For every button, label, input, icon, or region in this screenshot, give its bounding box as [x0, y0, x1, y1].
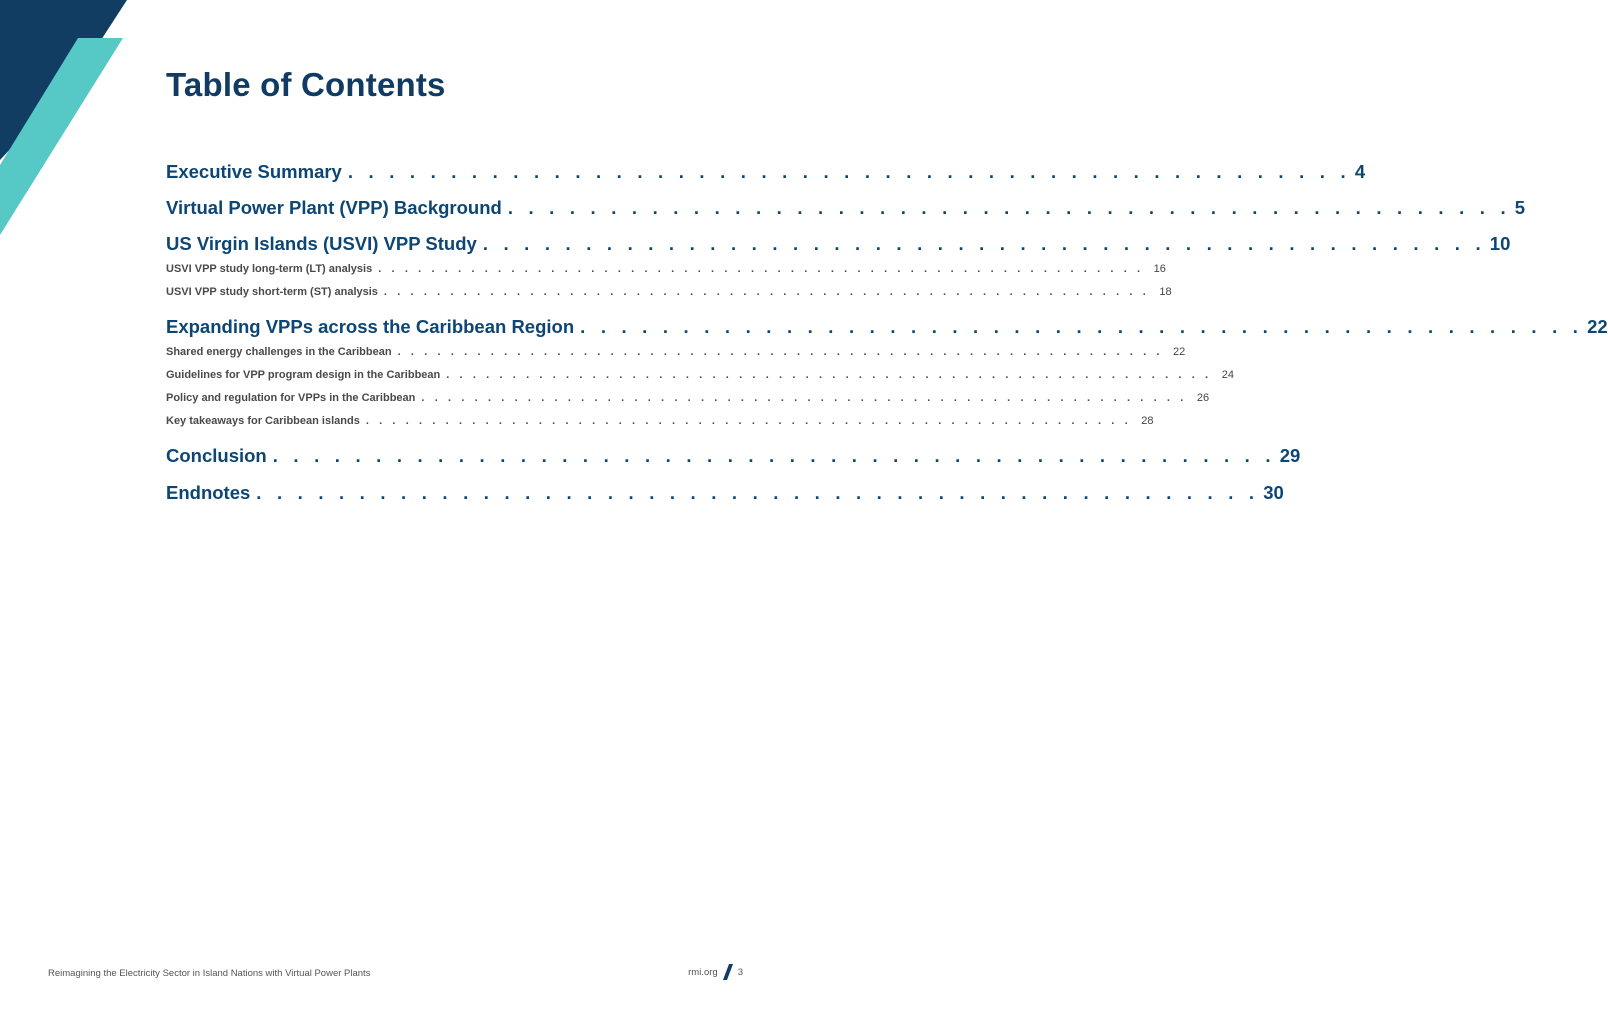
footer-page-number: 3 — [737, 966, 743, 978]
footer-page-info — [688, 964, 743, 980]
page-title: Table of Contents — [166, 66, 446, 103]
toc-subentry-lt-analysis[interactable] — [166, 263, 1166, 275]
dot-leader: . . . . . . . . . . . . . . . . . . . . . . . . . . . . . . . . . . . . . . . . . . . . . . . . . . . . . . . . . . — [421, 392, 1187, 404]
toc-subentry-policy-regulation[interactable] — [166, 392, 1210, 404]
toc-subentry-label: Key takeaways for Caribbean islands — [166, 415, 360, 427]
toc-entry-conclusion[interactable] — [166, 445, 1301, 467]
toc-entry-label: Executive Summary — [166, 161, 342, 182]
toc-entry-page: 4 — [1354, 161, 1366, 182]
toc-subentry-page: 26 — [1196, 392, 1210, 404]
toc-entry-page: 29 — [1279, 445, 1301, 466]
toc-entry-label: Virtual Power Plant (VPP) Background — [166, 197, 502, 218]
toc-subentry-label: Policy and regulation for VPPs in the Caribbean — [166, 392, 416, 404]
dot-leader: . . . . . . . . . . . . . . . . . . . . . . . . . . . . . . . . . . . . . . . . . . . . . . . . . — [272, 445, 1276, 466]
dot-leader: . . . . . . . . . . . . . . . . . . . . . . . . . . . . . . . . . . . . . . . . . . . . . . . . . . . . . . . . . . — [446, 369, 1212, 381]
toc-entry-label: Endnotes — [166, 482, 251, 503]
toc-subentry-label: Guidelines for VPP program design in the Caribbean — [166, 369, 441, 381]
toc-entry-vpp-background[interactable] — [166, 197, 1526, 219]
dot-leader: . . . . . . . . . . . . . . . . . . . . . . . . . . . . . . . . . . . . . . . . . . . . . . . . . . . . . . . . . . — [378, 263, 1144, 275]
dot-leader: . . . . . . . . . . . . . . . . . . . . . . . . . . . . . . . . . . . . . . . . . . . . . . . . . — [482, 233, 1486, 254]
dot-leader: . . . . . . . . . . . . . . . . . . . . . . . . . . . . . . . . . . . . . . . . . . . . . . . . . . . . . . . . . . — [383, 286, 1150, 298]
toc-entry-page: 22 — [1587, 316, 1608, 337]
toc-entry-expanding-vpps[interactable] — [166, 316, 1608, 338]
toc-entry-page: 5 — [1514, 197, 1526, 218]
toc-subentry-label: USVI VPP study long-term (LT) analysis — [166, 263, 373, 275]
slash-icon — [722, 964, 734, 980]
toc-entry-page: 30 — [1263, 482, 1284, 503]
toc-entry-usvi-vpp-study[interactable] — [166, 233, 1511, 255]
toc-subentry-label: Shared energy challenges in the Caribbean — [166, 346, 392, 358]
dot-leader: . . . . . . . . . . . . . . . . . . . . . . . . . . . . . . . . . . . . . . . . . . . . . . . . . — [580, 316, 1584, 337]
corner-decoration — [0, 0, 140, 240]
toc-subentry-label: USVI VPP study short-term (ST) analysis — [166, 286, 378, 298]
footer-site[interactable]: rmi.org — [688, 966, 718, 978]
toc-subentry-page: 24 — [1221, 369, 1234, 381]
footer-document-title: Reimagining the Electricity Sector in Island Nations with Virtual Power Plants — [48, 968, 371, 979]
dot-leader: . . . . . . . . . . . . . . . . . . . . . . . . . . . . . . . . . . . . . . . . . . . . . . . . . — [347, 161, 1351, 182]
toc-entry-label: US Virgin Islands (USVI) VPP Study — [166, 233, 477, 254]
toc-entry-page: 10 — [1489, 233, 1511, 254]
toc-subentry-page: 16 — [1153, 263, 1166, 275]
toc-entry-executive-summary[interactable] — [166, 161, 1366, 183]
dot-leader: . . . . . . . . . . . . . . . . . . . . . . . . . . . . . . . . . . . . . . . . . . . . . . . . . — [507, 197, 1511, 218]
dot-leader: . . . . . . . . . . . . . . . . . . . . . . . . . . . . . . . . . . . . . . . . . . . . . . . . . . . . . . . . . . — [397, 346, 1164, 358]
toc-subentry-page: 22 — [1173, 346, 1186, 358]
toc-entry-label: Expanding VPPs across the Caribbean Region — [166, 316, 575, 337]
dot-leader: . . . . . . . . . . . . . . . . . . . . . . . . . . . . . . . . . . . . . . . . . . . . . . . . . . . . . . . . . . — [365, 415, 1132, 427]
toc-subentry-key-takeaways[interactable] — [166, 415, 1154, 427]
toc-entry-endnotes[interactable] — [166, 482, 1284, 504]
toc-subentry-page: 28 — [1141, 415, 1154, 427]
dot-leader: . . . . . . . . . . . . . . . . . . . . . . . . . . . . . . . . . . . . . . . . . . . . . . . . . — [256, 482, 1260, 503]
toc-subentry-page: 18 — [1159, 286, 1172, 298]
toc-subentry-program-design[interactable] — [166, 369, 1234, 381]
toc-entry-label: Conclusion — [166, 445, 267, 466]
toc-subentry-energy-challenges[interactable] — [166, 346, 1186, 358]
toc-subentry-st-analysis[interactable] — [166, 286, 1172, 298]
